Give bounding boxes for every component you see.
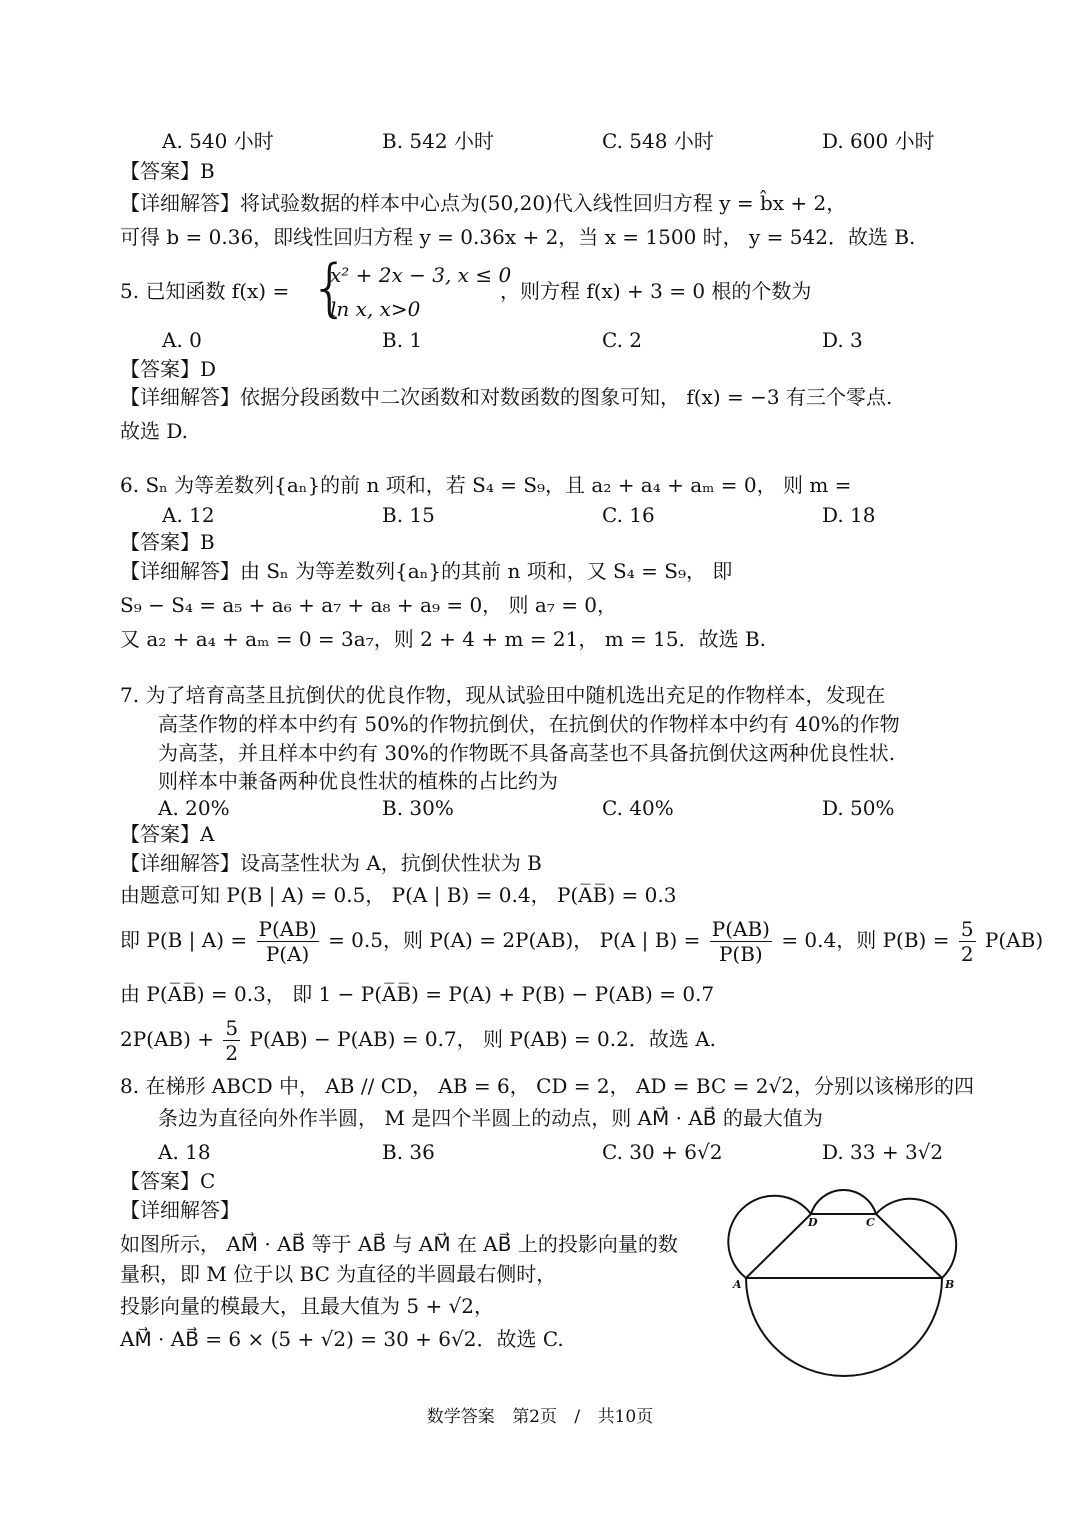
q7-answer: 【答案】A	[120, 822, 215, 846]
q6-stem: 6. Sₙ 为等差数列{aₙ}的前 n 项和，若 S₄ = S₉，且 a₂ + a₄ + aₘ = 0， 则 m =	[120, 473, 852, 497]
q4-answer: 【答案】B	[120, 159, 215, 183]
label-a: A	[733, 1278, 742, 1291]
q8-option-c: C. 30 + 6√2	[602, 1140, 723, 1164]
numerator: P(AB)	[711, 917, 770, 941]
numerator: 5	[960, 917, 974, 941]
semicircle-cd	[811, 1190, 876, 1214]
q4-option-d: D. 600 小时	[822, 129, 935, 153]
q7-stem-line: 7. 为了培育高茎且抗倒伏的优良作物，现从试验田中随机选出充足的作物样本，发现在	[120, 683, 886, 707]
q6-detail-line: 又 a₂ + a₄ + aₘ = 0 = 3a₇，则 2 + 4 + m = 21， m = 15．故选 B.	[120, 627, 767, 651]
numerator: P(AB)	[258, 917, 317, 941]
q4-detail-line: 【详细解答】将试验数据的样本中心点为(50,20)代入线性回归方程 y = b̂x + 2，	[120, 191, 847, 215]
q8-detail-line: 如图所示， AM⃗ · AB⃗ 等于 AB⃗ 与 AM⃗ 在 AB⃗ 上的投影向量的数	[120, 1232, 678, 1256]
q7-d3-a: 即 P(B | A) =	[120, 928, 248, 952]
q5-option-d: D. 3	[822, 328, 863, 352]
label-c: C	[866, 1216, 875, 1229]
q8-stem-line: 条边为直径向外作半圆， M 是四个半圆上的动点，则 AM⃗ · AB⃗ 的最大值为	[158, 1106, 823, 1130]
q5-detail-line: 故选 D.	[120, 419, 189, 443]
q6-option-c: C. 16	[602, 503, 655, 527]
q8-option-b: B. 36	[382, 1140, 435, 1164]
q8-detail-line: 量积，即 M 位于以 BC 为直径的半圆最右侧时，	[120, 1262, 557, 1286]
fraction	[223, 1016, 240, 1065]
q7-detail-fraction-line	[120, 914, 1043, 966]
q6-option-d: D. 18	[822, 503, 876, 527]
q6-detail-line: 【详细解答】由 Sₙ 为等差数列{aₙ}的其前 n 项和，又 S₄ = S₉， 即	[120, 559, 733, 583]
q7-d5-a: 2P(AB) +	[120, 1027, 215, 1051]
q7-detail-fraction-line	[120, 1013, 716, 1065]
footer-page: 第2页	[512, 1407, 558, 1427]
q7-option-d: D. 50%	[822, 796, 895, 820]
q4-option-a: A. 540 小时	[162, 129, 274, 153]
denominator: 2	[960, 942, 974, 966]
q5-piece-2: ln x, x>0	[330, 297, 421, 321]
page-footer	[0, 1402, 1080, 1427]
fraction	[257, 917, 319, 966]
q6-detail-line: S₉ − S₄ = a₅ + a₆ + a₇ + a₈ + a₉ = 0， 则 a₇ = 0，	[120, 593, 618, 617]
q5-answer: 【答案】D	[120, 357, 217, 381]
segment-bc	[876, 1214, 942, 1278]
q7-d5-b: P(AB) − P(AB) = 0.7， 则 P(AB) = 0.2．故选 A.	[249, 1027, 717, 1051]
label-d: D	[808, 1216, 818, 1229]
q5-option-b: B. 1	[382, 328, 423, 352]
footer-total: 共10页	[597, 1407, 654, 1427]
q7-stem-line: 则样本中兼备两种优良性状的植株的占比约为	[158, 769, 558, 793]
fraction	[710, 917, 772, 966]
q7-option-b: B. 30%	[382, 796, 454, 820]
segment-ad	[746, 1214, 811, 1278]
q7-d3-c: = 0.4，则 P(B) =	[781, 928, 950, 952]
semicircle-bc	[876, 1199, 956, 1278]
q7-stem-line: 高茎作物的样本中约有 50%的作物抗倒伏，在抗倒伏的作物样本中约有 40%的作物	[158, 712, 900, 736]
q8-option-a: A. 18	[158, 1140, 211, 1164]
fraction	[959, 917, 976, 966]
q8-option-d: D. 33 + 3√2	[822, 1140, 944, 1164]
q5-stem-prefix: 5. 已知函数 f(x) =	[120, 279, 290, 303]
denominator: P(B)	[718, 942, 763, 966]
q7-d3-d: P(AB)	[984, 928, 1044, 952]
trapezoid-semicircle-figure	[720, 1170, 970, 1385]
label-b: B	[945, 1278, 955, 1291]
numerator: 5	[225, 1016, 239, 1040]
q8-detail-line: 【详细解答】	[120, 1198, 240, 1222]
footer-subject: 数学答案	[426, 1407, 495, 1427]
q8-stem-line: 8. 在梯形 ABCD 中， AB // CD， AB = 6， CD = 2， AD = BC = 2√2，分别以该梯形的四	[120, 1074, 974, 1098]
q6-option-b: B. 15	[382, 503, 435, 527]
q5-option-c: C. 2	[602, 328, 643, 352]
denominator: 2	[225, 1041, 239, 1065]
q8-detail-line: 投影向量的模最大，且最大值为 5 + √2，	[120, 1294, 495, 1318]
q7-option-c: C. 40%	[602, 796, 674, 820]
semicircle-ab	[746, 1278, 942, 1376]
q5-option-a: A. 0	[162, 328, 202, 352]
q7-d3-b: = 0.5，则 P(A) = 2P(AB)， P(A | B) =	[328, 928, 701, 952]
footer-sep: /	[574, 1407, 581, 1427]
q8-answer: 【答案】C	[120, 1169, 216, 1193]
q5-detail-line: 【详细解答】依据分段函数中二次函数和对数函数的图象可知， f(x) = −3 有三个零点.	[120, 385, 893, 409]
q4-detail-line: 可得 b = 0.36，即线性回归方程 y = 0.36x + 2，当 x = 1500 时， y = 542．故选 B.	[120, 225, 916, 249]
q7-detail-line: 由 P(A̅B̅) = 0.3， 即 1 − P(A̅B̅) = P(A) + P(B) − P(AB) = 0.7	[120, 982, 715, 1006]
q4-option-b: B. 542 小时	[382, 129, 494, 153]
semicircle-ad	[728, 1196, 811, 1278]
q8-detail-line: AM⃗ · AB⃗ = 6 × (5 + √2) = 30 + 6√2．故选 C.	[120, 1327, 564, 1351]
q7-option-a: A. 20%	[158, 796, 230, 820]
q7-detail-line: 由题意可知 P(B | A) = 0.5， P(A | B) = 0.4， P(A̅B̅) = 0.3	[120, 883, 677, 907]
q4-option-c: C. 548 小时	[602, 129, 714, 153]
q6-answer: 【答案】B	[120, 530, 215, 554]
q7-stem-line: 为高茎，并且样本中约有 30%的作物既不具备高茎也不具备抗倒伏这两种优良性状.	[158, 741, 896, 765]
denominator: P(A)	[265, 942, 310, 966]
q7-detail-line: 【详细解答】设高茎性状为 A，抗倒伏性状为 B	[120, 851, 542, 875]
q5-stem-suffix: ，则方程 f(x) + 3 = 0 根的个数为	[500, 279, 812, 303]
q5-piece-1: x² + 2x − 3, x ≤ 0	[330, 263, 512, 287]
q6-option-a: A. 12	[162, 503, 215, 527]
piecewise-brace: {	[310, 251, 350, 324]
